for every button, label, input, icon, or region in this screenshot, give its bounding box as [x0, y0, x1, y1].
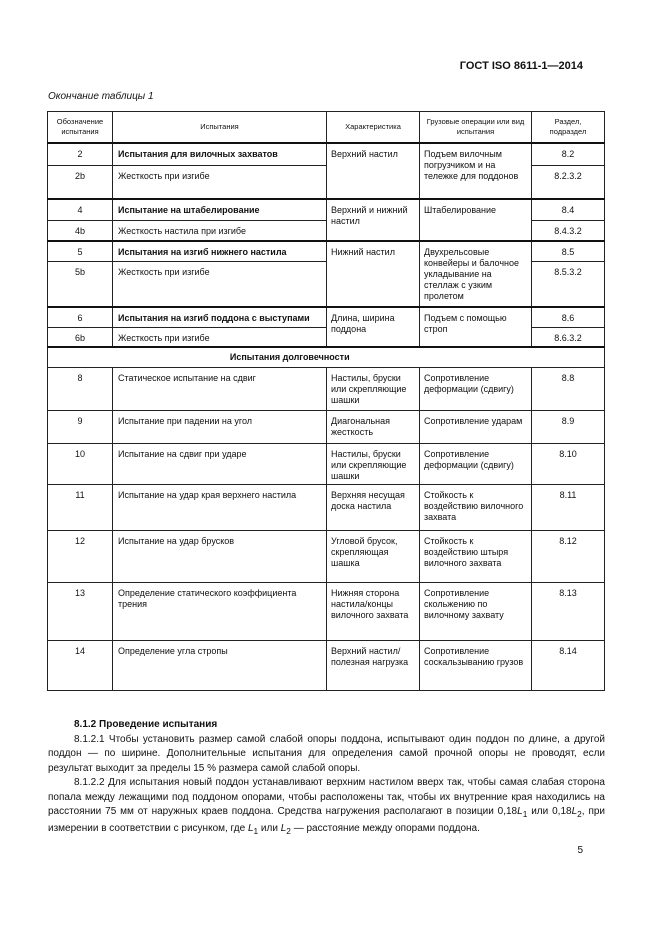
cell-num: 12 — [48, 531, 113, 583]
cell-char: Настилы, бруски или скрепляющие шашки — [327, 368, 420, 411]
cell-num: 5b — [48, 261, 113, 307]
cell-char: Верхняя несущая доска настила — [327, 485, 420, 531]
table-caption: Окончание таблицы 1 — [48, 91, 154, 102]
table-row — [48, 444, 605, 485]
cell-sec: 8.12 — [532, 531, 605, 583]
cell-sec: 8.2 — [532, 143, 605, 165]
section-heading: 8.1.2 Проведение испытания — [74, 719, 218, 730]
cell-num: 13 — [48, 583, 113, 641]
cell-test: Статическое испытание на сдвиг — [113, 368, 327, 411]
cell-load: Сопротивление деформации (сдвигу) — [420, 444, 532, 485]
cell-test: Испытание на удар края верхнего настила — [113, 485, 327, 531]
cell-sec: 8.13 — [532, 583, 605, 641]
cell-test: Испытание на штабелирование — [113, 199, 327, 220]
header-test: Испытания — [113, 112, 327, 144]
cell-sec: 8.4 — [532, 199, 605, 220]
cell-sec: 8.4.3.2 — [532, 220, 605, 241]
cell-load: Подъем вилочным погрузчиком и на тележке для поддонов — [420, 143, 532, 199]
cell-sec: 8.9 — [532, 411, 605, 444]
cell-sec: 8.8 — [532, 368, 605, 411]
cell-char: Диагональная жесткость — [327, 411, 420, 444]
cell-test: Жесткость настила при изгибе — [113, 220, 327, 241]
table-row — [48, 531, 605, 583]
table-row — [48, 307, 605, 327]
page-number: 5 — [577, 845, 583, 856]
cell-load: Стойкость к воздействию штыря вилочного захвата — [420, 531, 532, 583]
cell-num: 5 — [48, 241, 113, 261]
table-row — [48, 583, 605, 641]
cell-test: Испытания на изгиб поддона с выступами — [113, 307, 327, 327]
cell-sec: 8.6.3.2 — [532, 327, 605, 347]
table-row — [48, 241, 605, 261]
table-row — [48, 199, 605, 220]
cell-sec: 8.11 — [532, 485, 605, 531]
cell-sec: 8.14 — [532, 641, 605, 691]
table-row — [48, 641, 605, 691]
header-load: Грузовые операции или вид испытания — [420, 112, 532, 144]
cell-test: Испытание при падении на угол — [113, 411, 327, 444]
section-title-row — [48, 347, 605, 368]
header-num: Обозначение испытания — [48, 112, 113, 144]
cell-num: 4b — [48, 220, 113, 241]
cell-sec: 8.5 — [532, 241, 605, 261]
cell-char: Верхний настил/ полезная нагрузка — [327, 641, 420, 691]
table-row — [48, 485, 605, 531]
cell-num: 4 — [48, 199, 113, 220]
paragraph-1: 8.1.2.1 Чтобы установить размер самой слабой опоры поддона, испытывают один поддон по длине, а другой поддон — по ширине. Дополнительные испытания для определения самой прочной опоры не проводят, если результат выходит за пределы 15 % размера самой слабой опоры. — [48, 733, 605, 774]
cell-load: Штабелирование — [420, 199, 532, 241]
cell-test: Жесткость при изгибе — [113, 261, 327, 307]
cell-load: Сопротивление соскальзыванию грузов — [420, 641, 532, 691]
section-title: Испытания долговечности — [48, 347, 532, 368]
document-code: ГОСТ ISO 8611-1—2014 — [459, 60, 583, 72]
paragraph-2: 8.1.2.2 Для испытания новый поддон устанавливают верхним настилом вверх так, чтобы самая слабая сторона попала между лежащими под поддоном опорами, чтобы расположены так, чтобы их внутренние края находились на расстоянии 75 мм от наружных краев поддона. Средства нагружения располагают в позиции $0,18L_1$ или $0,18L_2$, при измерении в соответствии с рисунком, где $L_1$ или $L_2$ — расстояние между опорами поддона. — [48, 777, 606, 836]
tests-table — [47, 111, 605, 691]
cell-num: 14 — [48, 641, 113, 691]
cell-num: 2b — [48, 165, 113, 199]
cell-test: Определение статического коэффициента трения — [113, 583, 327, 641]
cell-test: Испытания для вилочных захватов — [113, 143, 327, 165]
cell-test: Жесткость при изгибе — [113, 327, 327, 347]
header-sec: Раздел, подраздел — [532, 112, 605, 144]
cell-char: Длина, ширина поддона — [327, 307, 420, 347]
cell-load: Сопротивление деформации (сдвигу) — [420, 368, 532, 411]
cell-load: Сопротивление ударам — [420, 411, 532, 444]
table-row — [48, 411, 605, 444]
cell-char: Нижний настил — [327, 241, 420, 307]
cell-num: 10 — [48, 444, 113, 485]
table-row — [48, 368, 605, 411]
header-char: Характеристика — [327, 112, 420, 144]
cell-load: Сопротивление скольжению по вилочному захвату — [420, 583, 532, 641]
cell-test: Испытания на изгиб нижнего настила — [113, 241, 327, 261]
cell-num: 8 — [48, 368, 113, 411]
cell-sec: 8.10 — [532, 444, 605, 485]
cell-char: Нижняя сторона настила/концы вилочного захвата — [327, 583, 420, 641]
table-header-row — [48, 112, 605, 144]
cell-test: Испытание на сдвиг при ударе — [113, 444, 327, 485]
cell-num: 2 — [48, 143, 113, 165]
cell-load: Двухрельсовые конвейеры и балочное укладывание на стеллаж с узким пролетом — [420, 241, 532, 307]
cell-num: 6 — [48, 307, 113, 327]
cell-test: Определение угла стропы — [113, 641, 327, 691]
cell-sec: 8.5.3.2 — [532, 261, 605, 307]
cell-test: Жесткость при изгибе — [113, 165, 327, 199]
cell-sec: 8.2.3.2 — [532, 165, 605, 199]
cell-test: Испытание на удар брусков — [113, 531, 327, 583]
cell-char: Угловой брусок, скрепляющая шашка — [327, 531, 420, 583]
cell-sec: 8.6 — [532, 307, 605, 327]
cell-char: Верхний и нижний настил — [327, 199, 420, 241]
cell-char: Верхний настил — [327, 143, 420, 199]
cell-num: 11 — [48, 485, 113, 531]
cell-load: Стойкость к воздействию вилочного захвата — [420, 485, 532, 531]
body-text — [48, 718, 605, 838]
cell-num: 9 — [48, 411, 113, 444]
table-row — [48, 143, 605, 165]
cell-load: Подъем с помощью строп — [420, 307, 532, 347]
cell-num: 6b — [48, 327, 113, 347]
cell-char: Настилы, бруски или скрепляющие шашки — [327, 444, 420, 485]
